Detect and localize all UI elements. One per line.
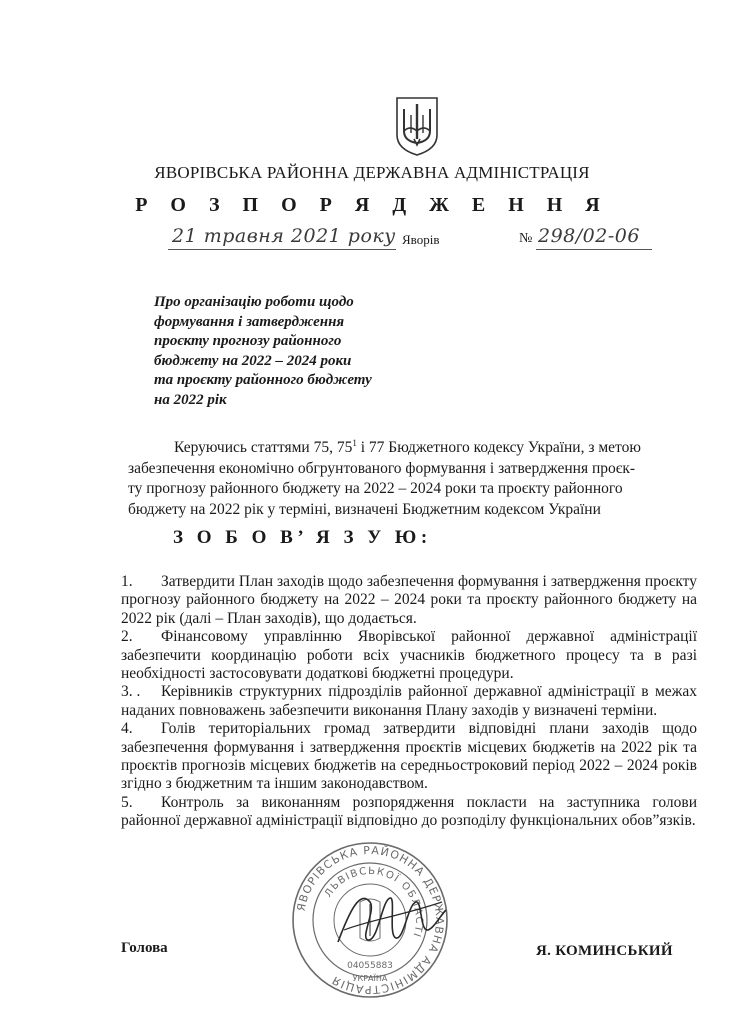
document-type: Р О З П О Р Я Д Ж Е Н Н Я [135,194,609,216]
handwritten-signature [330,880,450,960]
item-number: 3. . [121,683,141,701]
item-number: 2. [121,628,133,646]
preamble-line: бюджету на 2022 рік у терміні, визначені Бюджетним кодексом України [128,500,601,518]
trident-emblem-icon [393,95,441,157]
item-number: 1. [121,573,133,590]
decree-items [121,573,697,831]
signatory-name: Я. КОМИНСЬКИЙ [536,943,673,959]
preamble-line: Керуючись статтями 75, $75^1$ і 77 Бюджетного кодексу України, з метою [174,438,641,457]
subject-line: та проєкту районного бюджету [154,372,372,388]
stamp-outer-text: ЯВОРІВСЬКА РАЙОННА ДЕРЖАВНА АДМІНІСТРАЦІЯ [294,843,447,997]
subject-line: проєкту прогнозу районного [154,333,342,349]
signatory-position: Голова [121,940,168,956]
item-text: Затвердити План заходів щодо забезпечення формування і затвердження проєкту прогнозу районного бюджету на 2022 – 2024 роки та проєкту районного бюджету на 2022 рік (далі – План заходів), що додається. [121,573,697,627]
item-text: Голів територіальних громад затвердити відповідні плани заходів щодо забезпечення формування і затвердження проєктів місцевих бюджетів на 2022 рік та проєктів прогнозів місцевих бюджетів на середньостроковий період 2022 – 2024 років згідно з бюджетним та іншим законодавством. [121,720,697,793]
document-subject [154,293,404,410]
decree-item [121,683,697,720]
organization-name: ЯВОРІВСЬКА РАЙОННА ДЕРЖАВНА АДМІНІСТРАЦІЯ [154,163,590,182]
decree-item [121,573,697,628]
number-sign: № [519,231,533,246]
document-place: Яворів [402,232,440,247]
item-text: Фінансовому управлінню Яворівської районної державної адміністрації забезпечити координацію роботи всіх учасників бюджетного процесу та в разі необхідності застосовувати додаткові бюджетні процедури. [121,628,697,683]
subject-line: Про організацію роботи щодо [154,294,354,310]
stamp-code: 04055883 [347,961,393,971]
decree-heading: З О Б О В’ Я З У Ю: [173,527,432,548]
number-underline [536,249,652,250]
decree-item [121,794,697,831]
stamp-inner-text: ЛЬВІВСЬКОЇ ОБЛАСТІ [322,865,425,940]
preamble-line: забезпечення економічно обгрунтованого формування і затвердження проєк- [128,459,636,477]
stamp-country: УКРАЇНА [352,974,388,983]
item-text: Контроль за виконанням розпорядження покласти на заступника голови районної державної адміністрації відповідно до розподілу функціональних обов”язків. [121,793,697,830]
preamble [128,433,698,520]
date-underline [168,249,396,250]
preamble-line: ту прогнозу районного бюджету на 2022 – 2024 роки та проєкту районного [128,480,623,498]
subject-line: на 2022 рік [154,391,227,408]
decree-item [121,628,697,683]
handwritten-date: 21 травня 2021 року [172,225,396,247]
handwritten-number: 298/02-06 [538,225,640,247]
item-number: 5. [121,793,133,811]
decree-item [121,720,697,794]
item-number: 4. [121,720,133,738]
item-text: Керівників структурних підрозділів районної державної адміністрації в межах наданих повноважень забезпечити виконання Плану заходів у визначені терміни. [121,683,697,719]
subject-line: бюджету на 2022 – 2024 роки [154,352,352,369]
subject-line: формування і затвердження [154,313,345,330]
